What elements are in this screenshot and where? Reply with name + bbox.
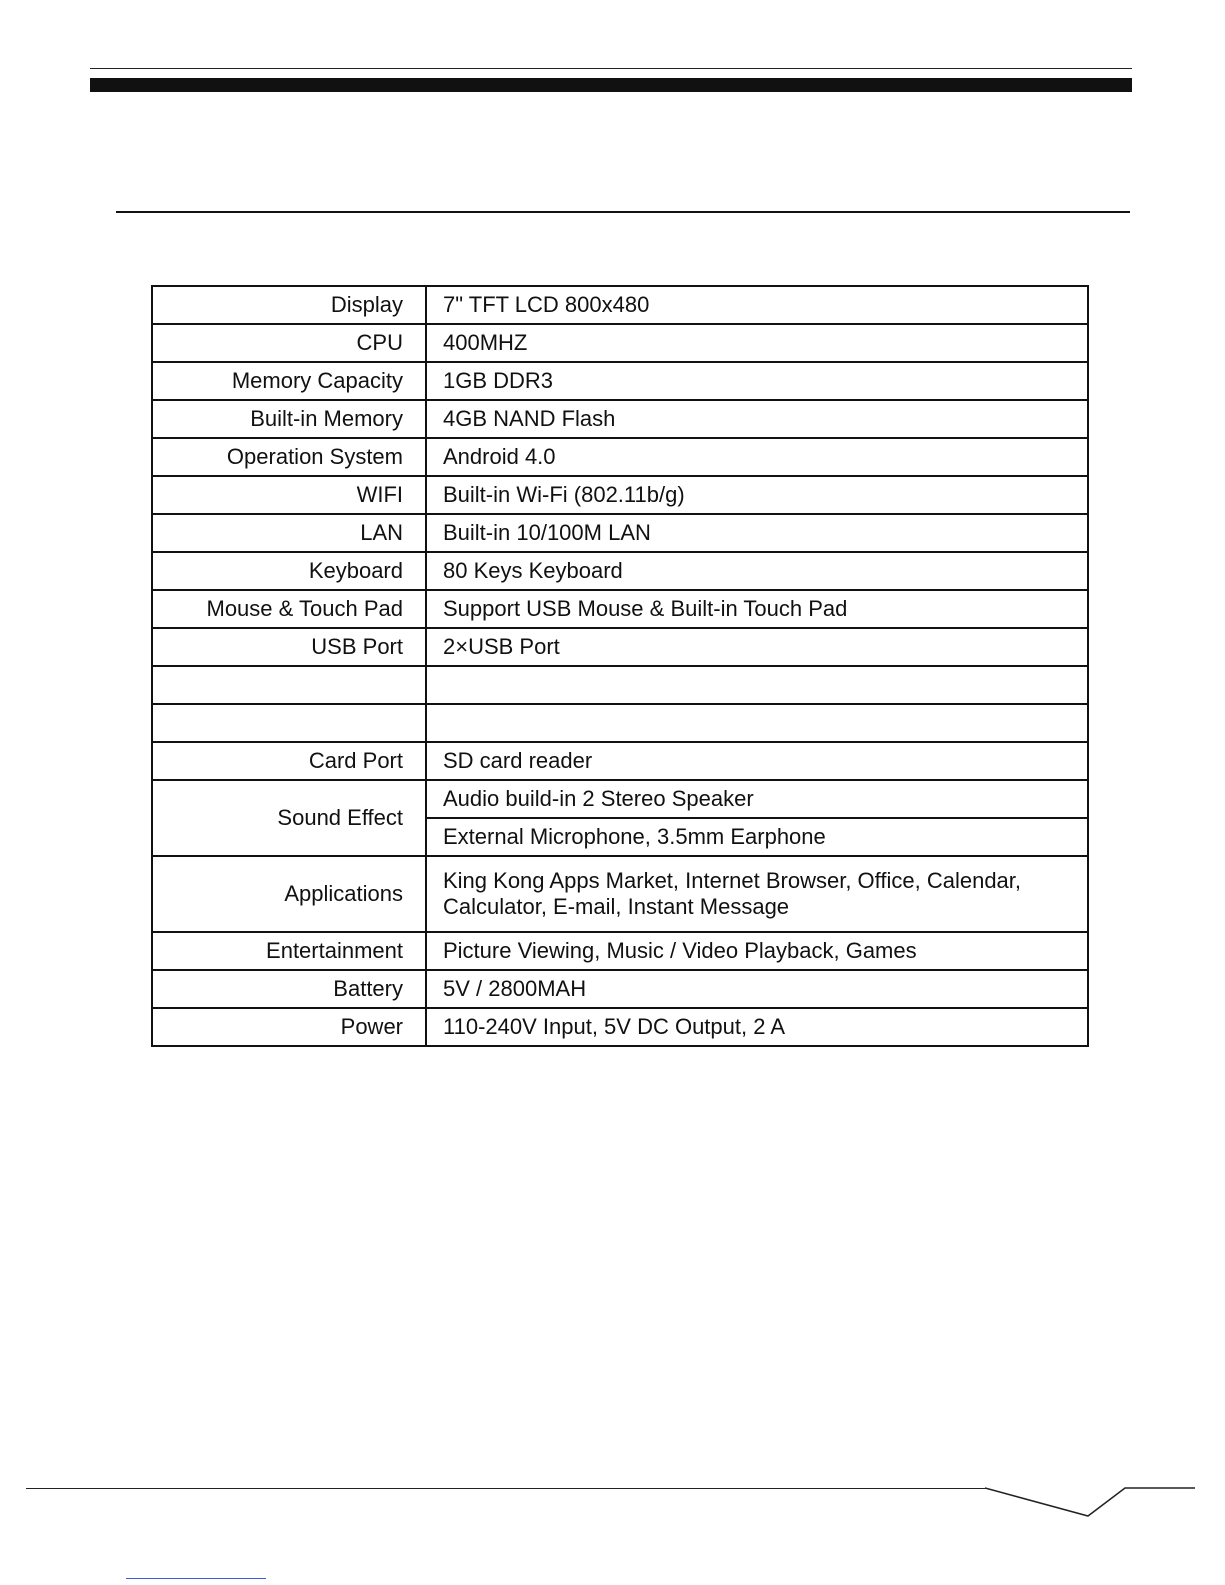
- spec-table: [151, 285, 1089, 1047]
- spec-row-applications: [152, 856, 1088, 932]
- spec-value: 110-240V Input, 5V DC Output, 2 A: [426, 1008, 1088, 1046]
- spec-value: External Microphone, 3.5mm Earphone: [426, 818, 1088, 856]
- spec-label: Card Port: [152, 742, 426, 780]
- spec-row-memory-capacity: [152, 362, 1088, 400]
- spec-row-display: [152, 286, 1088, 324]
- spec-value: Audio build-in 2 Stereo Speaker: [426, 780, 1088, 818]
- spec-label: Entertainment: [152, 932, 426, 970]
- spec-value: [426, 666, 1088, 704]
- spec-label: USB Port: [152, 628, 426, 666]
- spec-row-power: [152, 1008, 1088, 1046]
- spec-value-line: King Kong Apps Market, Internet Browser, Office, Calendar,: [443, 868, 1022, 893]
- footer-link-underline: [126, 1578, 266, 1579]
- spec-row-wifi: [152, 476, 1088, 514]
- spec-value: [426, 704, 1088, 742]
- spec-value: 1GB DDR3: [426, 362, 1088, 400]
- footer-tab-shape: [985, 1478, 1195, 1526]
- footer-rule: [26, 1488, 988, 1489]
- spec-value: Built-in Wi-Fi (802.11b/g): [426, 476, 1088, 514]
- spec-row-keyboard: [152, 552, 1088, 590]
- spec-value: Built-in 10/100M LAN: [426, 514, 1088, 552]
- spec-row-battery: [152, 970, 1088, 1008]
- spec-value: 80 Keys Keyboard: [426, 552, 1088, 590]
- spec-label: Power: [152, 1008, 426, 1046]
- spec-row-built-in-memory: [152, 400, 1088, 438]
- spec-value: Support USB Mouse & Built-in Touch Pad: [426, 590, 1088, 628]
- spec-value: 2×USB Port: [426, 628, 1088, 666]
- spec-row-operation-system: [152, 438, 1088, 476]
- spec-row-card-port: [152, 742, 1088, 780]
- spec-row-empty: [152, 666, 1088, 704]
- spec-label: Memory Capacity: [152, 362, 426, 400]
- spec-label: Mouse & Touch Pad: [152, 590, 426, 628]
- spec-row-cpu: [152, 324, 1088, 362]
- spec-row-mouse-touch-pad: [152, 590, 1088, 628]
- spec-row-usb-port: [152, 628, 1088, 666]
- spec-value: SD card reader: [426, 742, 1088, 780]
- spec-label: CPU: [152, 324, 426, 362]
- spec-row-entertainment: [152, 932, 1088, 970]
- spec-value: Android 4.0: [426, 438, 1088, 476]
- spec-label: Sound Effect: [152, 780, 426, 856]
- spec-value: 5V / 2800MAH: [426, 970, 1088, 1008]
- spec-label: Display: [152, 286, 426, 324]
- spec-label: Battery: [152, 970, 426, 1008]
- spec-label: LAN: [152, 514, 426, 552]
- spec-label: WIFI: [152, 476, 426, 514]
- spec-value: 400MHZ: [426, 324, 1088, 362]
- spec-value: 4GB NAND Flash: [426, 400, 1088, 438]
- spec-label: Keyboard: [152, 552, 426, 590]
- header-bar: [90, 78, 1132, 92]
- spec-label: [152, 704, 426, 742]
- spec-value: 7" TFT LCD 800x480: [426, 286, 1088, 324]
- spec-value-multiline: [426, 856, 1088, 932]
- header-thin-rule: [90, 68, 1132, 69]
- spec-label: Operation System: [152, 438, 426, 476]
- spec-row-sound-effect: [152, 780, 1088, 818]
- spec-value: Picture Viewing, Music / Video Playback, Games: [426, 932, 1088, 970]
- spec-value-line: Calculator, E-mail, Instant Message: [443, 894, 790, 919]
- section-rule: [116, 211, 1130, 213]
- spec-label: [152, 666, 426, 704]
- spec-row-empty: [152, 704, 1088, 742]
- spec-label: Built-in Memory: [152, 400, 426, 438]
- spec-label: Applications: [152, 856, 426, 932]
- spec-row-lan: [152, 514, 1088, 552]
